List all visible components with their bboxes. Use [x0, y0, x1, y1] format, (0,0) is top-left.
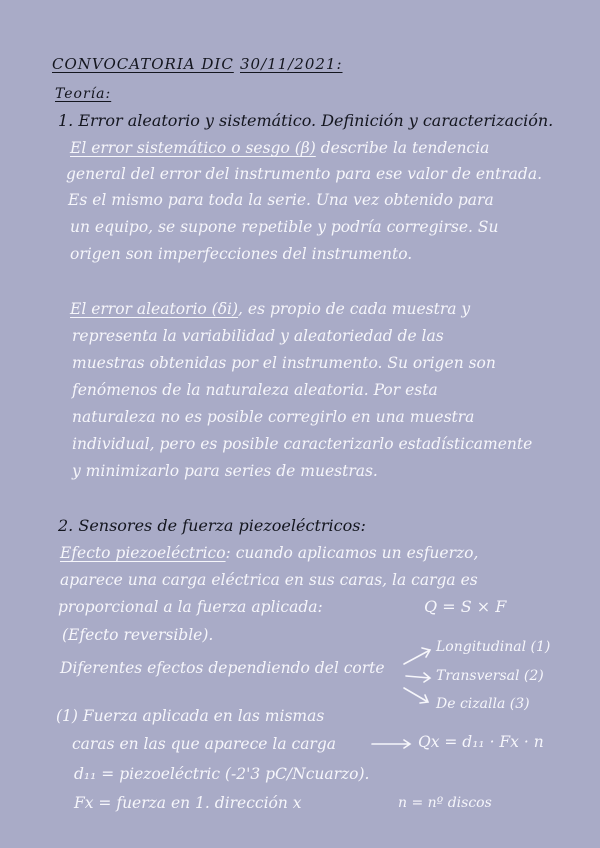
case1-line-3: d₁₁ = piezoeléctric (-2'3 pC/Ncuarzo).	[74, 765, 370, 783]
case1-line-1: (1) Fuerza aplicada en las mismas	[56, 707, 325, 725]
arrow-longitudinal	[404, 648, 430, 664]
random-line-5: naturaleza no es posible corregirlo en una muestra	[72, 408, 475, 426]
arrow-shear	[404, 688, 428, 703]
systematic-line-2: general del error del instrumento para ese valor de entrada.	[66, 165, 542, 183]
effect-longitudinal: Longitudinal (1)	[436, 639, 551, 655]
case1-line-4: Fx = fuerza en 1. dirección x	[74, 794, 302, 812]
question-1-heading: 1. Error aleatorio y sistemático. Definición y caracterización.	[58, 111, 554, 130]
arrow-case1	[372, 740, 410, 748]
exam-title: CONVOCATORIA DIC	[52, 55, 234, 73]
effect-shear: De cizalla (3)	[436, 696, 530, 712]
case1-line-2: caras en las que aparece la carga	[72, 735, 337, 753]
case1-formula: Qx = d₁₁ · Fx · n	[418, 733, 544, 751]
random-line-7: y minimizarlo para series de muestras.	[72, 462, 378, 480]
systematic-line-5: origen son imperfecciones del instrumento.	[70, 245, 413, 263]
arrow-transversal	[406, 673, 430, 682]
section-label: Teoría:	[55, 86, 112, 102]
n-definition: n = nº discos	[398, 795, 492, 811]
effect-line-4: (Efecto reversible).	[62, 626, 214, 644]
systematic-line-1-rest: describe la tendencia	[320, 139, 490, 157]
random-line-2: representa la variabilidad y aleatoriedad de las	[72, 327, 444, 345]
random-line-1-rest: , es propio de cada muestra y	[238, 300, 471, 318]
systematic-line-1: El error sistemático o sesgo (β) describe la tendencia	[70, 139, 490, 157]
effect-line-1: Efecto piezoeléctrico: cuando aplicamos un esfuerzo,	[60, 544, 479, 562]
random-line-3: muestras obtenidas por el instrumento. Su origen son	[72, 354, 496, 372]
piezo-formula: Q = S × F	[424, 597, 507, 616]
exam-date: 30/11/2021:	[240, 55, 343, 73]
random-line-4: fenómenos de la naturaleza aleatoria. Por esta	[72, 381, 438, 399]
effects-label: Diferentes efectos dependiendo del corte	[60, 659, 385, 677]
effect-transversal: Transversal (2)	[436, 668, 544, 684]
question-2-heading: 2. Sensores de fuerza piezoeléctricos:	[58, 516, 366, 535]
systematic-line-3: Es el mismo para toda la serie. Una vez obtenido para	[68, 191, 494, 209]
systematic-line-4: un equipo, se supone repetible y podría corregirse. Su	[70, 218, 499, 236]
effect-line-3: proporcional a la fuerza aplicada:	[58, 598, 323, 616]
effect-line-1-rest: : cuando aplicamos un esfuerzo,	[225, 544, 479, 562]
random-line-6: individual, pero es posible caracterizarlo estadísticamente	[72, 435, 533, 453]
effect-line-2: aparece una carga eléctrica en sus caras, la carga es	[60, 571, 478, 589]
random-line-1: El error aleatorio (δi), es propio de cada muestra y	[70, 300, 471, 318]
